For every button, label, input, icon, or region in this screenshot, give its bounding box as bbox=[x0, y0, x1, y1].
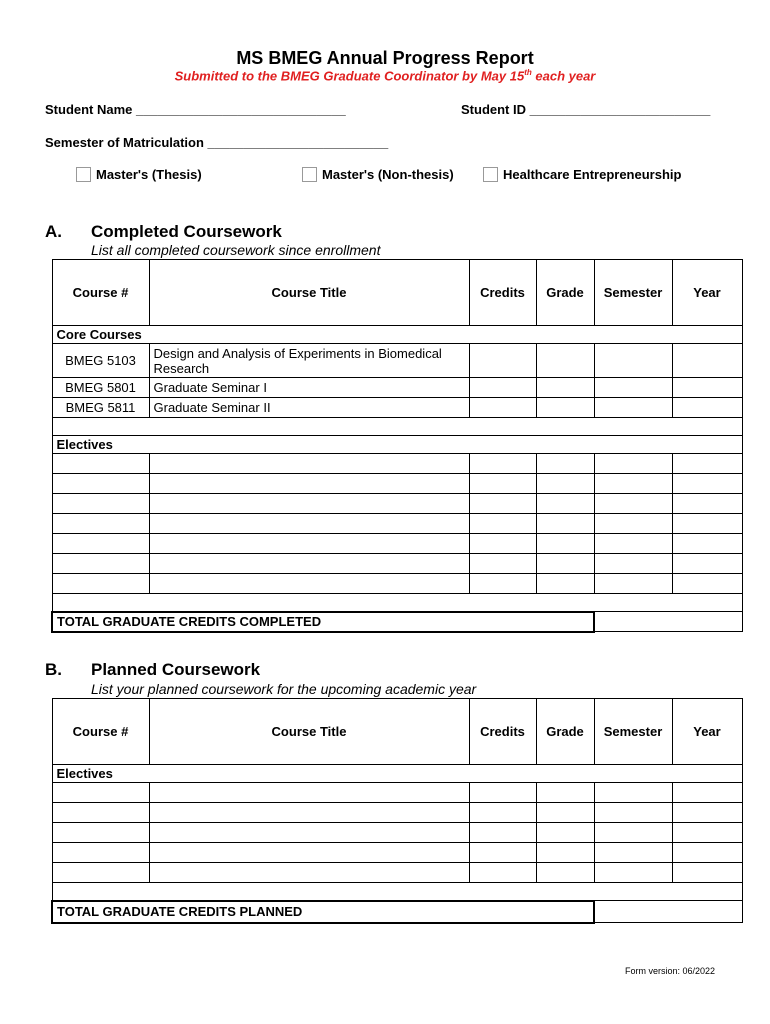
total-completed-label: TOTAL GRADUATE CREDITS COMPLETED bbox=[52, 612, 594, 632]
credits-cell[interactable] bbox=[469, 344, 536, 378]
total-row bbox=[52, 901, 742, 923]
planned-coursework-table bbox=[51, 698, 743, 924]
subtitle-text-end: each year bbox=[531, 68, 596, 84]
section-a-subtitle: List all completed coursework since enrollment bbox=[91, 242, 381, 258]
subtitle-text: Submitted to the BMEG Graduate Coordinator by May 15 bbox=[174, 68, 525, 84]
year-cell[interactable] bbox=[672, 398, 742, 418]
col-header-course-title: Course Title bbox=[149, 699, 469, 765]
semester-matriculation-field[interactable]: Semester of Matriculation _________________________ bbox=[45, 135, 389, 150]
table-row bbox=[52, 398, 742, 418]
total-completed-value[interactable] bbox=[594, 612, 742, 632]
checkbox-icon[interactable] bbox=[302, 167, 317, 182]
option-masters-nonthesis[interactable] bbox=[302, 167, 454, 182]
course-title: Graduate Seminar II bbox=[149, 398, 469, 418]
col-header-semester: Semester bbox=[594, 699, 672, 765]
grade-cell[interactable] bbox=[536, 344, 594, 378]
table-row[interactable] bbox=[52, 474, 742, 494]
course-number: BMEG 5103 bbox=[52, 344, 149, 378]
total-planned-label: TOTAL GRADUATE CREDITS PLANNED bbox=[52, 901, 594, 923]
total-row bbox=[52, 612, 742, 632]
col-header-credits: Credits bbox=[469, 699, 536, 765]
student-id-field[interactable]: Student ID _________________________ bbox=[461, 102, 711, 117]
table-row[interactable] bbox=[52, 494, 742, 514]
semester-cell[interactable] bbox=[594, 344, 672, 378]
spacer-row bbox=[52, 883, 742, 901]
total-planned-value[interactable] bbox=[594, 901, 742, 923]
table-row[interactable] bbox=[52, 843, 742, 863]
page-subtitle bbox=[0, 68, 770, 83]
core-courses-label: Core Courses bbox=[52, 326, 742, 344]
table-row bbox=[52, 378, 742, 398]
table-row[interactable] bbox=[52, 454, 742, 474]
section-a-title: Completed Coursework bbox=[91, 222, 282, 241]
subtitle-superscript: th bbox=[524, 68, 532, 77]
option-label: Healthcare Entrepreneurship bbox=[503, 167, 682, 182]
course-number: BMEG 5811 bbox=[52, 398, 149, 418]
table-row[interactable] bbox=[52, 534, 742, 554]
spacer-row bbox=[52, 418, 742, 436]
table-row[interactable] bbox=[52, 863, 742, 883]
col-header-course-num: Course # bbox=[52, 699, 149, 765]
table-row[interactable] bbox=[52, 554, 742, 574]
col-header-grade: Grade bbox=[536, 260, 594, 326]
option-label: Master's (Thesis) bbox=[96, 167, 202, 182]
credits-cell[interactable] bbox=[469, 378, 536, 398]
page-title: MS BMEG Annual Progress Report bbox=[236, 48, 534, 68]
spacer-row bbox=[52, 594, 742, 612]
checkbox-icon[interactable] bbox=[76, 167, 91, 182]
table-header-row bbox=[52, 699, 742, 765]
table-row[interactable] bbox=[52, 514, 742, 534]
semester-cell[interactable] bbox=[594, 398, 672, 418]
year-cell[interactable] bbox=[672, 344, 742, 378]
col-header-grade: Grade bbox=[536, 699, 594, 765]
completed-coursework-table bbox=[51, 259, 743, 633]
electives-label: Electives bbox=[52, 765, 742, 783]
option-healthcare-entrepreneurship[interactable] bbox=[483, 167, 681, 182]
table-header-row bbox=[52, 260, 742, 326]
col-header-year: Year bbox=[672, 699, 742, 765]
table-row bbox=[52, 344, 742, 378]
option-label: Master's (Non-thesis) bbox=[322, 167, 454, 182]
electives-label: Electives bbox=[52, 436, 742, 454]
section-b-title: Planned Coursework bbox=[91, 660, 261, 679]
table-row[interactable] bbox=[52, 783, 742, 803]
year-cell[interactable] bbox=[672, 378, 742, 398]
col-header-course-title: Course Title bbox=[149, 260, 469, 326]
checkbox-icon[interactable] bbox=[483, 167, 498, 182]
semester-cell[interactable] bbox=[594, 378, 672, 398]
form-version: Form version: 06/2022 bbox=[625, 966, 716, 976]
col-header-course-num: Course # bbox=[52, 260, 149, 326]
option-masters-thesis[interactable] bbox=[76, 167, 202, 182]
section-b-letter: B. bbox=[45, 660, 62, 679]
credits-cell[interactable] bbox=[469, 398, 536, 418]
course-number: BMEG 5801 bbox=[52, 378, 149, 398]
table-row[interactable] bbox=[52, 823, 742, 843]
grade-cell[interactable] bbox=[536, 398, 594, 418]
course-title: Design and Analysis of Experiments in Biomedical Research bbox=[149, 344, 469, 378]
course-title: Graduate Seminar I bbox=[149, 378, 469, 398]
col-header-semester: Semester bbox=[594, 260, 672, 326]
col-header-year: Year bbox=[672, 260, 742, 326]
table-row[interactable] bbox=[52, 803, 742, 823]
section-b-subtitle: List your planned coursework for the upcoming academic year bbox=[91, 681, 477, 697]
grade-cell[interactable] bbox=[536, 378, 594, 398]
section-a-letter: A. bbox=[45, 222, 62, 241]
student-name-field[interactable]: Student Name _____________________________ bbox=[45, 102, 346, 117]
table-row[interactable] bbox=[52, 574, 742, 594]
col-header-credits: Credits bbox=[469, 260, 536, 326]
